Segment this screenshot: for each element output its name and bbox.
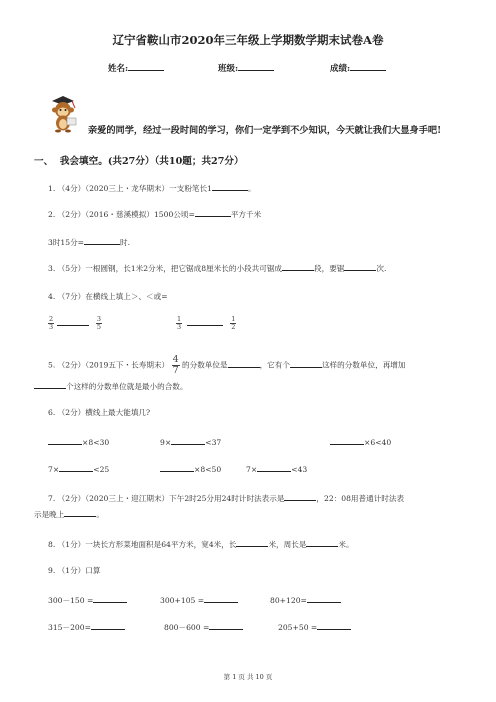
question-2-suffix: 平方千米 (230, 210, 262, 219)
page-title: 辽宁省鞍山市2020年三年级上学期数学期末试卷A卷 (112, 33, 384, 47)
class-label: 班级: (218, 64, 239, 74)
question-7-line-2: 示是晚上 。 (34, 510, 104, 519)
question-6-item-5: ×8<50 (160, 463, 221, 474)
fraction-c: $\frac{1}{3}$ (177, 315, 182, 331)
fraction-4-7: $\frac{4}{7}$ (172, 354, 179, 376)
question-7-text: 7. （2分）（2020三上・迎江期末）下午2时25分用24时计时法表示是 (48, 494, 285, 503)
question-6-blank-2[interactable] (171, 436, 205, 445)
calc-2-blank[interactable] (204, 594, 238, 603)
class-blank[interactable] (238, 62, 274, 71)
calc-4: 315－200= (48, 621, 125, 633)
question-6-item-6: 7× <43 (246, 465, 308, 474)
calc-3: 80+120= (270, 594, 341, 605)
calc-6-blank[interactable] (317, 621, 351, 630)
question-4: 4. （7分）在横线上填上＞、＜或= (48, 292, 168, 301)
calc-5: 800－600 = (164, 621, 243, 633)
question-3-mid: 段，要锯 (314, 264, 345, 273)
calc-1-blank[interactable] (93, 594, 127, 603)
question-5-line-2-text: 个这样的分数单位就是最小的合数。 (66, 382, 188, 391)
question-8 (48, 538, 354, 550)
page-footer: 第 1 页 共 10 页 (223, 673, 273, 681)
question-1-text: 1. （4分）（2020三上・龙华期末）一支粉笔长1 (48, 184, 212, 193)
question-8-suffix: 米。 (338, 540, 354, 549)
score-blank[interactable] (350, 62, 386, 71)
question-5-blank-1[interactable] (228, 359, 260, 368)
question-4-blank-2[interactable] (187, 317, 223, 326)
question-3-suffix: 次. (376, 264, 387, 273)
question-8-blank-1[interactable] (236, 538, 268, 547)
question-7-blank-1[interactable] (284, 492, 316, 501)
score-label: 成绩: (330, 64, 351, 74)
calc-6: 205+50 = (278, 621, 351, 632)
question-1 (48, 182, 256, 194)
question-6-blank-5[interactable] (160, 463, 194, 472)
question-2b (48, 236, 130, 248)
question-2b-blank[interactable] (84, 236, 120, 245)
calc-3-blank[interactable] (307, 594, 341, 603)
question-3-blank-1[interactable] (282, 262, 314, 271)
question-7-mid: ，22：08用普通计时法表 (316, 494, 405, 503)
question-5-suffix: 这样的分数单位，再增加 (321, 360, 406, 370)
question-3 (48, 262, 386, 274)
question-8-mid: 米，周长是 (268, 540, 307, 549)
question-5 (48, 355, 406, 376)
section-title: 我会填空。(共27分）（共10题；共27分） (59, 156, 244, 167)
question-5-blank-3[interactable] (34, 380, 66, 389)
question-5-text: 5. （2分）（2019五下・长寿期末） (48, 360, 170, 370)
calc-5-blank[interactable] (209, 621, 243, 630)
monkey-mascot-icon (42, 92, 84, 134)
question-6-item-4: 7× <25 (48, 465, 110, 474)
question-8-blank-2[interactable] (306, 538, 338, 547)
question-6-blank-1[interactable] (48, 436, 82, 445)
calc-1: 300－150 = (48, 594, 127, 606)
question-2 (48, 208, 261, 220)
fraction-a: $\frac{2}{3}$ (49, 315, 54, 331)
question-2b-text: 3时15分= (48, 238, 85, 247)
question-7-blank-2[interactable] (64, 508, 96, 517)
question-5-mid2: ，它有个 (259, 360, 290, 370)
question-8-text: 8. （1分）一块长方形菜地面积是64平方米，宽4米，长 (48, 540, 237, 549)
question-4-compare-left (48, 316, 102, 331)
fraction-d: $\frac{1}{2}$ (231, 315, 236, 331)
question-6-item-3: ×6<40 (330, 436, 391, 447)
name-field (108, 62, 164, 74)
question-6: 6. （2分）横线上最大能填几? (48, 408, 151, 417)
question-3-blank-2[interactable] (344, 262, 376, 271)
name-blank[interactable] (128, 62, 164, 71)
name-label: 姓名: (108, 64, 129, 74)
score-field (330, 62, 386, 74)
question-5-blank-2[interactable] (290, 359, 322, 368)
question-6-blank-4[interactable] (59, 463, 93, 472)
question-2-text: 2. （2分）（2016・慈溪模拟）1500公顷= (48, 210, 195, 219)
question-6-item-1: ×8<30 (48, 436, 109, 447)
section-number: 一、 (34, 156, 54, 167)
question-6-blank-3[interactable] (330, 436, 364, 445)
calc-4-blank[interactable] (91, 621, 125, 630)
question-2-blank[interactable] (195, 208, 231, 217)
class-field (218, 62, 274, 74)
calc-2: 300+105 = (160, 594, 238, 605)
question-4-compare-right (176, 316, 236, 331)
question-1-blank[interactable] (212, 182, 248, 191)
question-7 (48, 492, 404, 504)
question-6-item-2: 9× <37 (160, 438, 222, 447)
question-1-suffix: 。 (247, 184, 256, 193)
question-6-blank-6[interactable] (257, 463, 291, 472)
question-4-blank-1[interactable] (57, 317, 89, 326)
question-5-mid1: 的分数单位是 (182, 360, 228, 370)
fraction-b: $\frac{3}{5}$ (96, 315, 101, 331)
section-heading (34, 153, 244, 167)
question-9: 9. （1分）口算 (48, 566, 101, 575)
question-3-text: 3. （5分）一根圆钢，长1米2分米，把它锯成8厘米长的小段共可锯成 (48, 264, 283, 273)
encouragement-text: 亲爱的同学，经过一段时间的学习，你们一定学到不少知识，今天就让我们大显身手吧! (88, 125, 442, 136)
question-2b-suffix: 时. (120, 238, 131, 247)
question-5-line-2 (34, 380, 188, 392)
